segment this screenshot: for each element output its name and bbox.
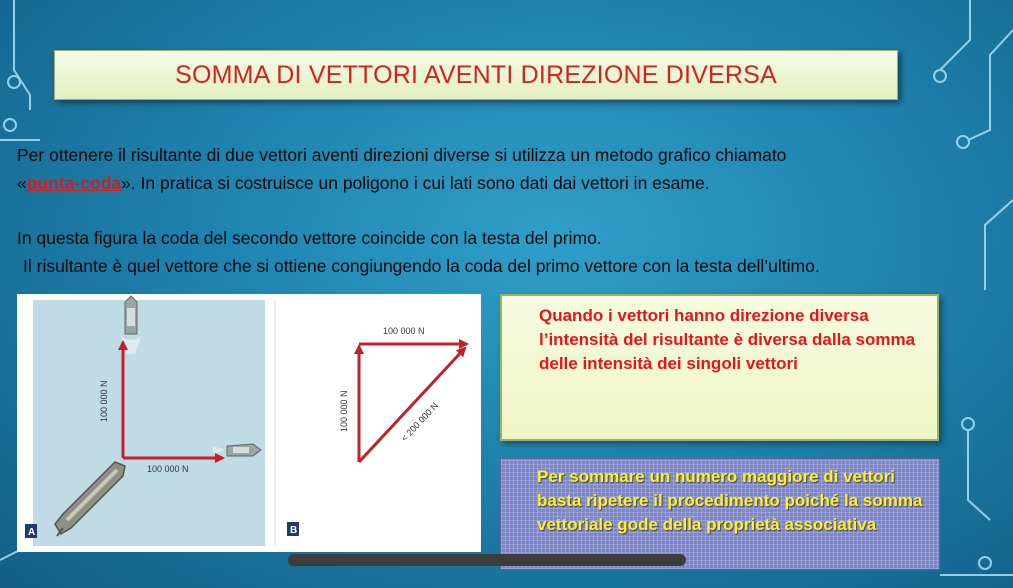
explain-line-2: Il risultante è quel vettore che si ottiene congiungendo la coda del primo vettore con la testa dell’ultimo. bbox=[23, 256, 820, 276]
note-box-intensity bbox=[500, 294, 939, 441]
note-box-associative-text: Per sommare un numero maggiore di vettori basta ripetere il procedimento poiché la somma vettoriale gode della proprietà associativa bbox=[537, 467, 923, 534]
punta-coda-highlight: punta-coda bbox=[26, 173, 122, 193]
slide-title bbox=[54, 50, 898, 100]
panel-a-horizontal-label: 100 000 N bbox=[147, 464, 189, 474]
explain-line-1: In questa figura la coda del secondo vettore coincide con la testa del primo. bbox=[17, 228, 602, 248]
panel-a-tag: A bbox=[28, 527, 36, 538]
panel-b-tag: B bbox=[290, 525, 298, 536]
slide-title-text: SOMMA DI VETTORI AVENTI DIREZIONE DIVERSA bbox=[175, 60, 777, 89]
intro-line-2-rest: ». In pratica si costruisce un poligono i cui lati sono dati dai vettori in esame. bbox=[121, 173, 710, 193]
panel-b-diagonal-label: < 200 000 N bbox=[399, 400, 441, 444]
panel-b-top-label: 100 000 N bbox=[383, 326, 425, 336]
vector-figure-svg bbox=[17, 294, 481, 552]
vector-figure bbox=[17, 294, 481, 552]
intro-open-quote: « bbox=[17, 173, 27, 193]
intro-line-1: Per ottenere il risultante di due vettori aventi direzioni diverse si utilizza un metodo grafico chiamato bbox=[17, 145, 787, 165]
note-box-intensity-text: Quando i vettori hanno direzione diversa l’intensità del risultante è diversa dalla somma delle intensità dei singoli vettori bbox=[539, 306, 916, 373]
horizontal-scrollbar[interactable] bbox=[288, 554, 686, 566]
intro-line-2 bbox=[17, 173, 710, 194]
panel-a-vertical-label: 100 000 N bbox=[99, 380, 109, 422]
vector-b-resultant bbox=[359, 348, 465, 462]
panel-b-vertical-label: 100 000 N bbox=[339, 390, 349, 432]
